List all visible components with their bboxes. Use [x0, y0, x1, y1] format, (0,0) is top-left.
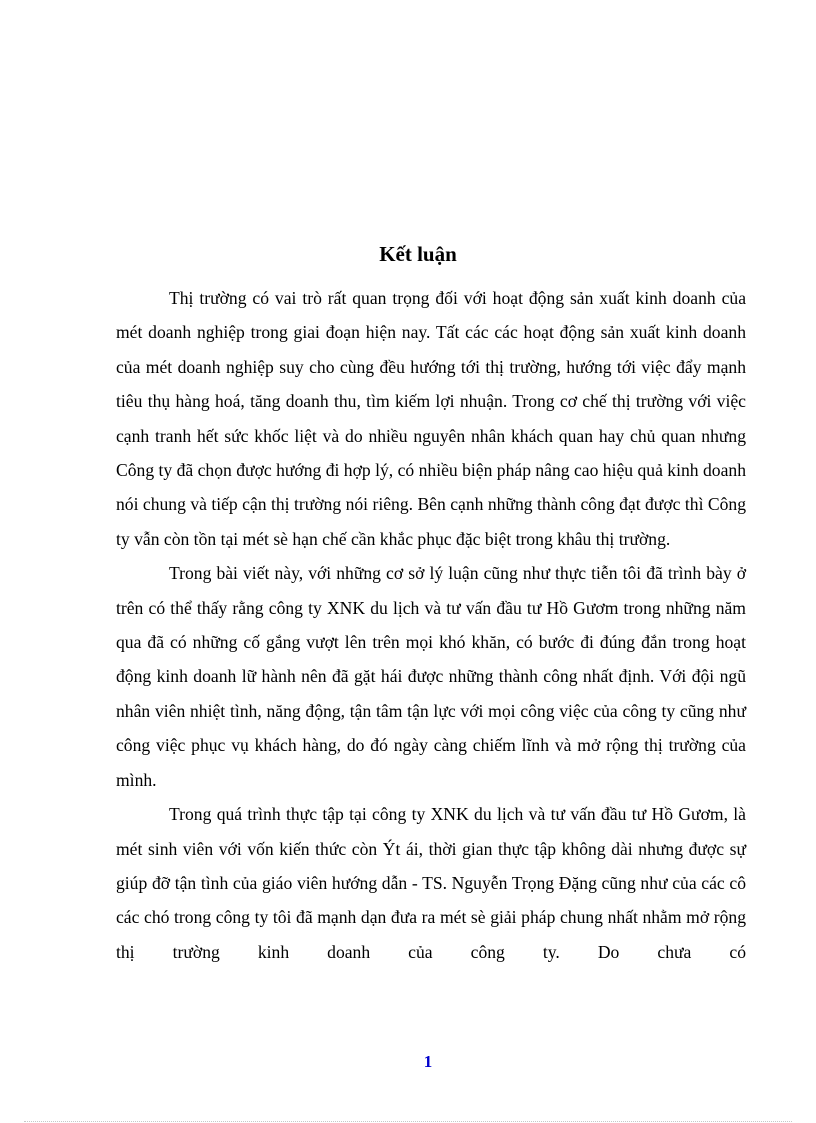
- page-number: 1: [423, 1052, 433, 1071]
- body-text: [116, 281, 746, 969]
- paragraph-1: Thị trường có vai trò rất quan trọng đối với hoạt động sản xuất kinh doanh của mét doanh nghiệp trong giai đoạn hiện nay. Tất các các hoạt động sản xuất kinh doanh của mét doanh nghiệp suy cho cùng đều hướng tới thị trường, hướng tới việc đẩy mạnh tiêu thụ hàng hoá, tăng doanh thu, tìm kiếm lợi nhuận. Trong cơ chế thị trường với việc cạnh tranh hết sức khốc liệt và do nhiều nguyên nhân khách quan hay chủ quan nhưng Công ty đã chọn được hướng đi hợp lý, có nhiều biện pháp nâng cao hiệu quả kinh doanh nói chung và tiếp cận thị trường nói riêng. Bên cạnh những thành công đạt được thì Công ty vẫn còn tồn tại mét sè hạn chế cần khắc phục đặc biệt trong khâu thị trường.: [116, 288, 746, 549]
- page-title: Kết luận: [379, 242, 457, 266]
- paragraph-3: Trong quá trình thực tập tại công ty XNK du lịch và tư vấn đầu tư Hồ Gươm, là mét sinh viên với vốn kiến thức còn Ýt ái, thời gian thực tập không dài nhưng được sự giúp đỡ tận tình của giáo viên hướng dẫn - TS. Nguyễn Trọng Đặng cũng như của các cô các chó trong công ty tôi đã mạnh dạn đưa ra mét sè giải pháp chung nhất nhằm mở rộng thị trường kinh doanh của công ty. Do chưa có: [116, 804, 746, 962]
- paragraph-2: Trong bài viết này, với những cơ sở lý luận cũng như thực tiễn tôi đã trình bày ở trên có thể thấy rằng công ty XNK du lịch và tư vấn đầu tư Hồ Gươm trong những năm qua đã có những cố gắng vượt lên trên mọi khó khăn, có bước đi đúng đắn trong hoạt động kinh doanh lữ hành nên đã gặt hái được những thành công nhất định. Với đội ngũ nhân viên nhiệt tình, năng động, tận tâm tận lực với mọi công việc của công ty cũng như công việc phục vụ khách hàng, do đó ngày càng chiếm lĩnh và mở rộng thị trường của mình.: [116, 563, 746, 790]
- footer-divider: [24, 1121, 792, 1122]
